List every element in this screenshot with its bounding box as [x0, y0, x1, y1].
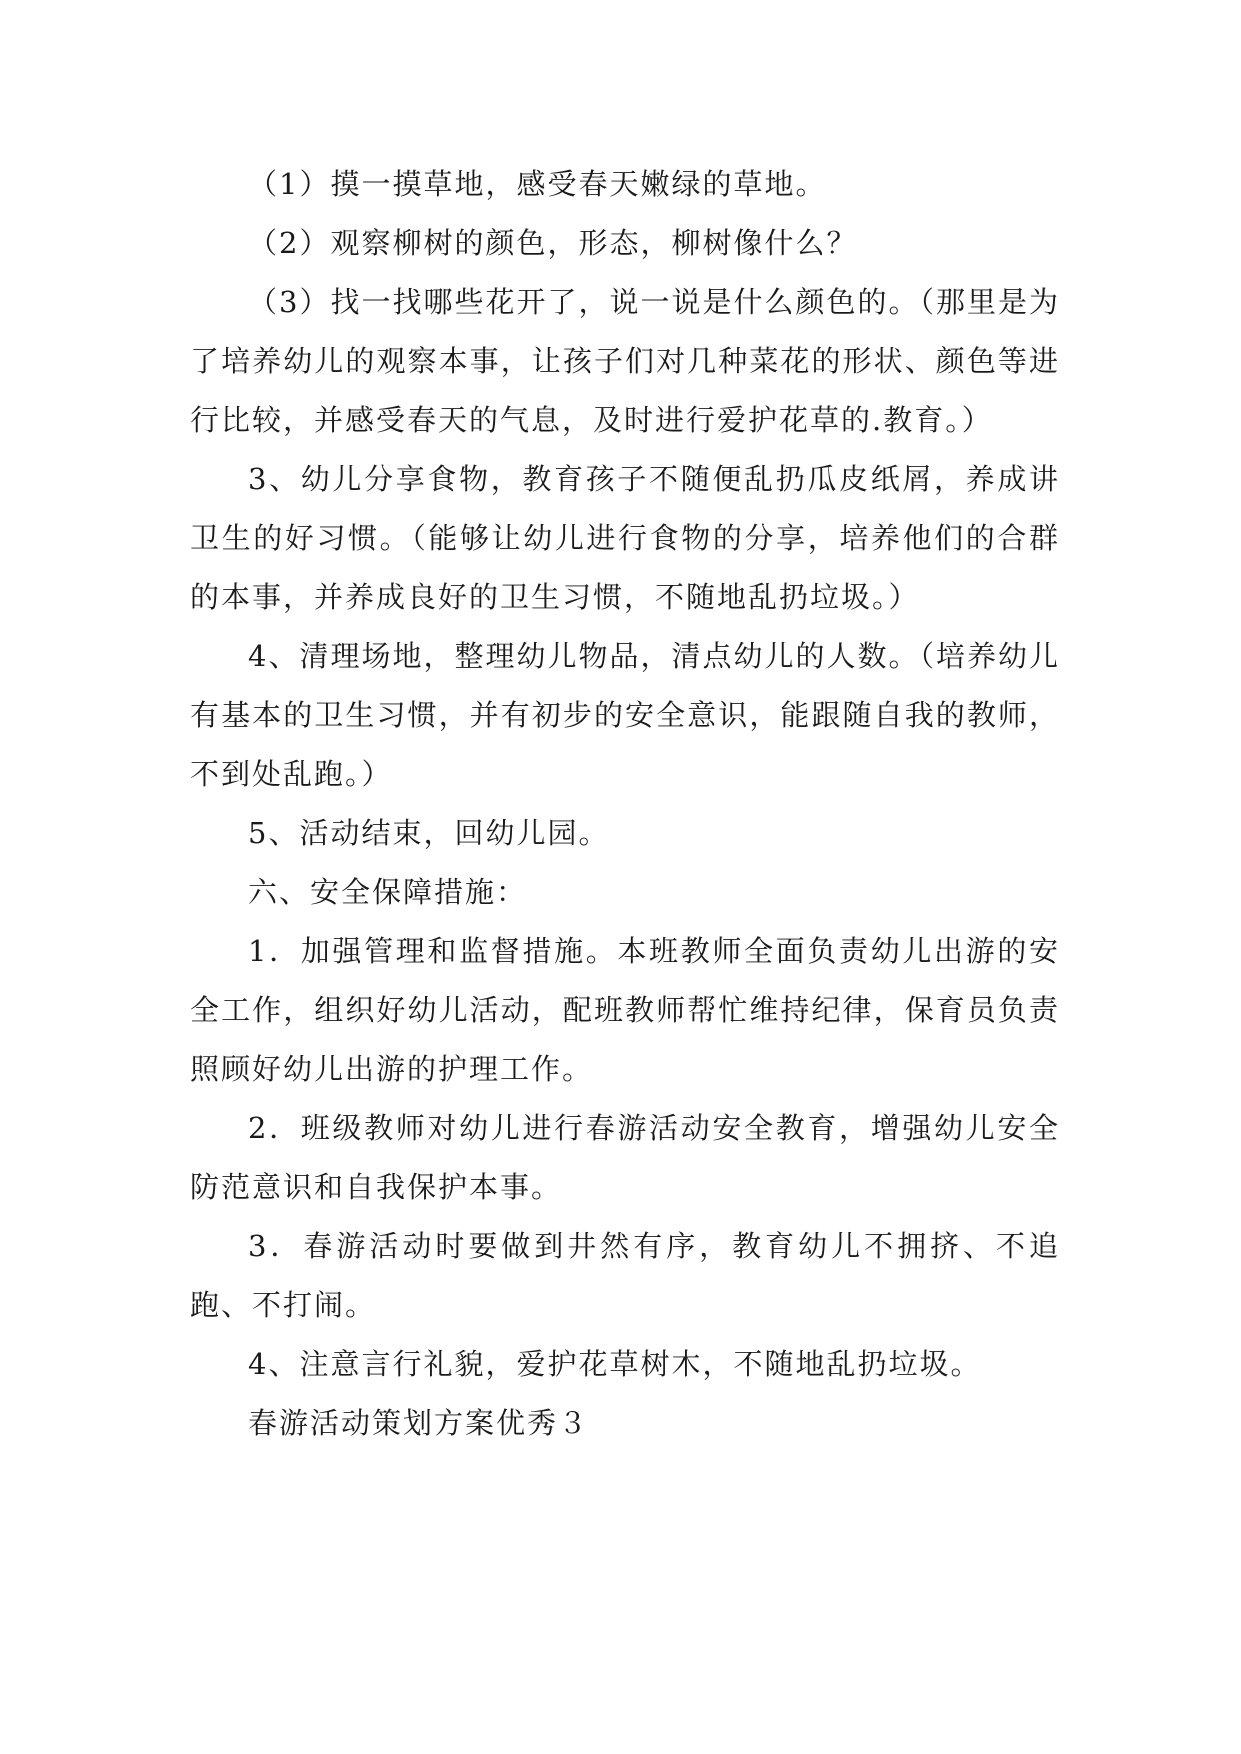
paragraph-observe-willow: （2）观察柳树的颜色，形态，柳树像什么？	[248, 226, 858, 260]
paragraph-touch-grass: （1）摸一摸草地，感受春天嫩绿的草地。	[248, 167, 827, 201]
paragraph-safety-education: 2．班级教师对幼儿进行春游活动安全教育，增强幼儿安全防范意识和自我保护本事。	[190, 1111, 1060, 1204]
paragraph-clean-up: 4、清理场地，整理幼儿物品，清点幼儿的人数。（培养幼儿有基本的卫生习惯，并有初步的安全意识，能跟随自我的教师，不到处乱跑。）	[190, 639, 1060, 791]
paragraph-share-food: 3、幼儿分享食物，教育孩子不随便乱扔瓜皮纸屑，养成讲卫生的好习惯。（能够让幼儿进行食物的分享，培养他们的合群的本事，并养成良好的卫生习惯，不随地乱扔垃圾。）	[190, 462, 1060, 614]
document-body	[190, 155, 1060, 1453]
paragraph-manners: 4、注意言行礼貌，爱护花草树木，不随地乱扔垃圾。	[248, 1347, 982, 1381]
section-title-plan-3: 春游活动策划方案优秀３	[248, 1406, 590, 1440]
paragraph-safety-management: 1．加强管理和监督措施。本班教师全面负责幼儿出游的安全工作，组织好幼儿活动，配班教师帮忙维持纪律，保育员负责照顾好幼儿出游的护理工作。	[190, 934, 1060, 1086]
paragraph-orderly: 3．春游活动时要做到井然有序，教育幼儿不拥挤、不追跑、不打闹。	[190, 1229, 1060, 1322]
paragraph-activity-end: 5、活动结束，回幼儿园。	[248, 816, 610, 850]
paragraph-find-flowers: （3）找一找哪些花开了，说一说是什么颜色的。（那里是为了培养幼儿的观察本事，让孩子们对几种菜花的形状、颜色等进行比较，并感受春天的气息，及时进行爱护花草的.教育。）	[190, 285, 1060, 437]
section-heading-safety: 六、安全保障措施：	[248, 875, 528, 909]
